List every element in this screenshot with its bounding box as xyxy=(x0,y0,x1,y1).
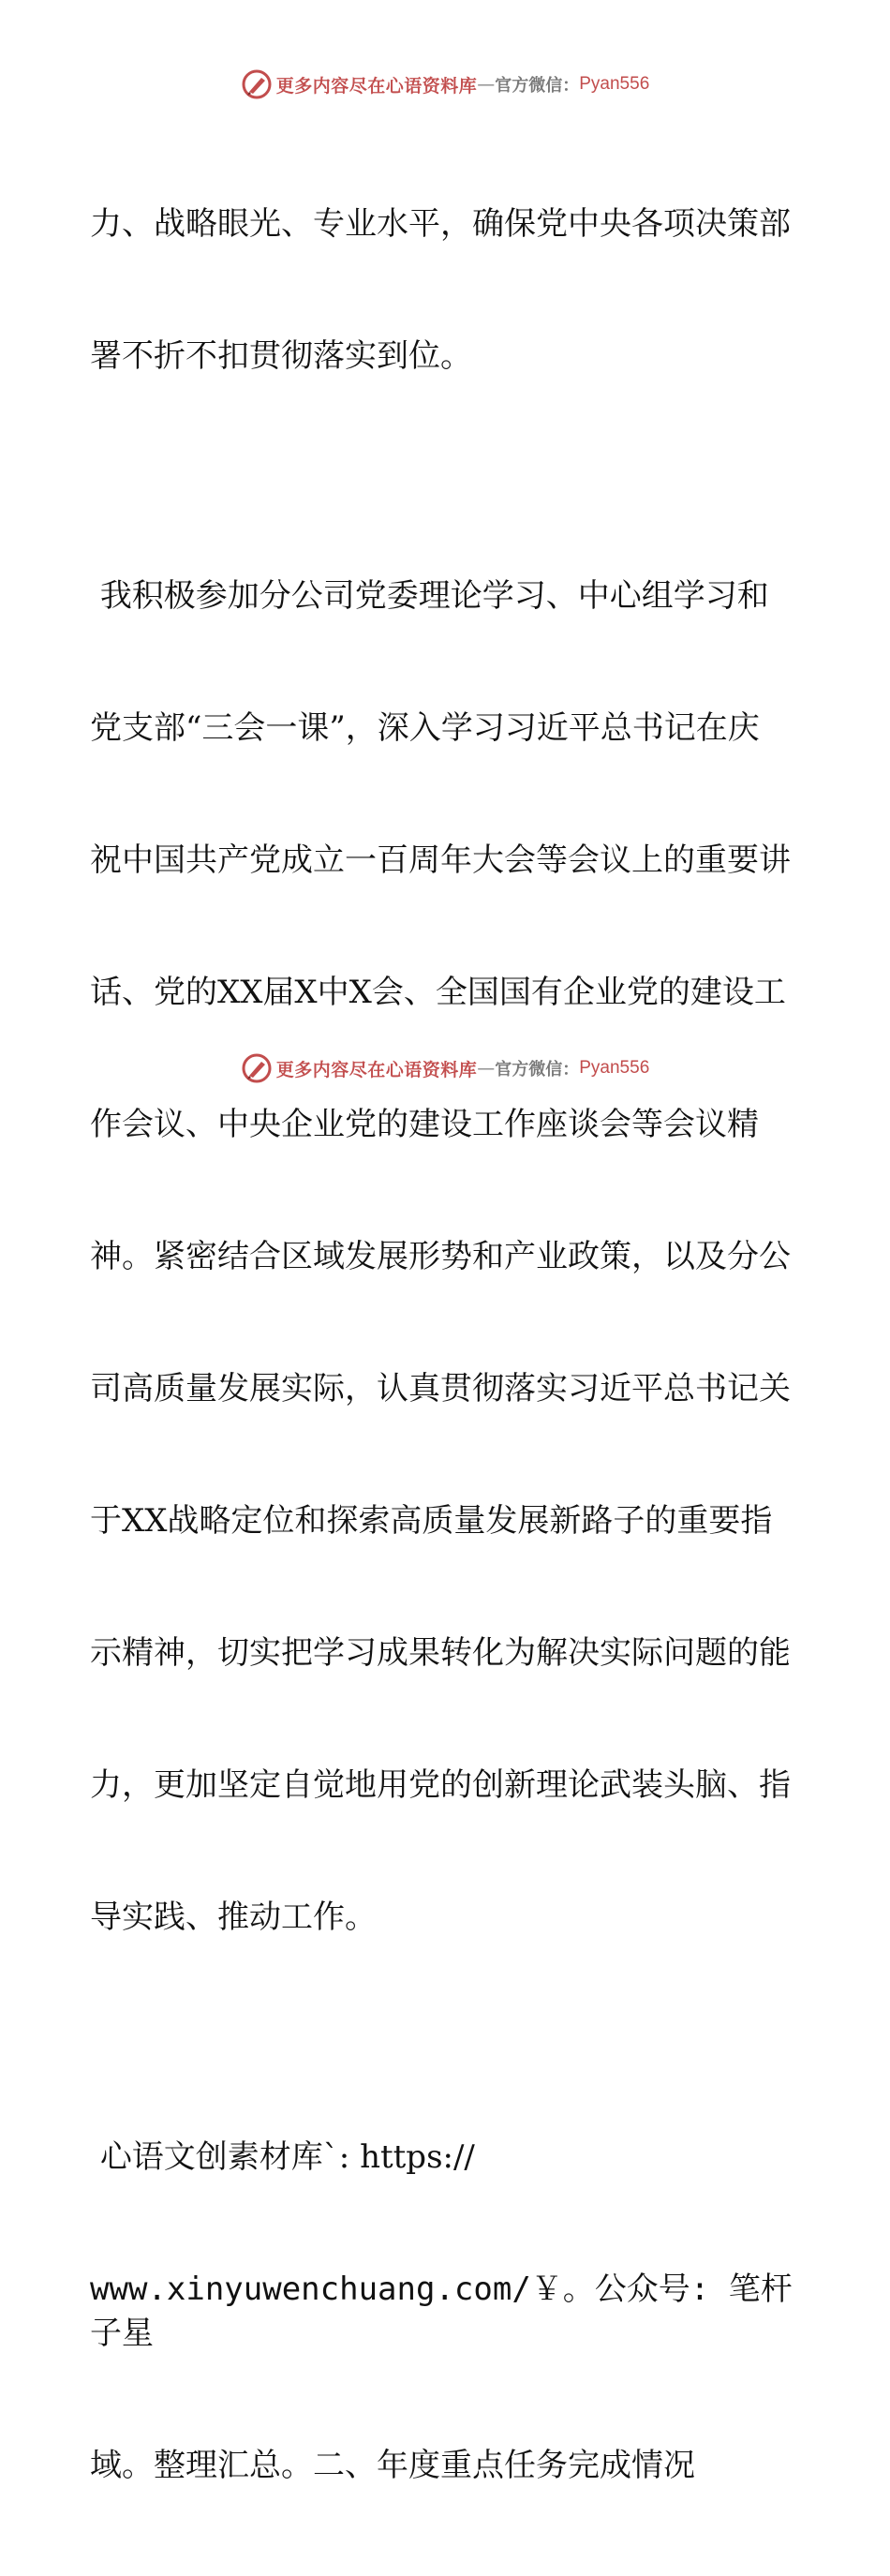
footer-watermark xyxy=(0,1050,890,1087)
text-line: 话、党的XX届X中X会、全国国有企业党的建设工 xyxy=(90,974,786,1011)
text-line: 我积极参加分公司党委理论学习、中心组学习和 xyxy=(90,577,769,615)
url-line[interactable]: www.xinyuwenchuang.com/￥。公众号: 笔杆子星 xyxy=(90,2271,793,2352)
watermark-text: 更多内容尽在心语资料库 xyxy=(275,1059,478,1080)
text-line: 党支部“三会一课”，深入学习习近平总书记在庆 xyxy=(90,709,760,747)
watermark-official-label: 官方微信： xyxy=(495,1060,580,1080)
body-text xyxy=(90,114,811,2576)
text-line: 导实践、推动工作。 xyxy=(90,1898,377,1936)
text-line: 署不折不扣贯彻落实到位。 xyxy=(90,337,472,375)
pen-logo-icon xyxy=(241,1052,273,1084)
paragraph-1 xyxy=(90,114,811,467)
text-line: 作会议、中央企业党的建设工作座谈会等会议精 xyxy=(90,1106,759,1143)
text-line: 心语文创素材库`: https:// xyxy=(90,2138,475,2176)
text-line: 力，更加坚定自觉地用党的创新理论武装头脑、指 xyxy=(90,1766,791,1804)
watermark-official-label: 官方微信： xyxy=(495,76,580,96)
text-line: 祝中国共产党成立一百周年大会等会议上的重要讲 xyxy=(90,841,791,879)
paragraph-3 xyxy=(90,2047,811,2576)
watermark-wechat-id: Pyan556 xyxy=(579,74,650,94)
watermark-dash: — xyxy=(477,74,496,95)
text-line: 示精神，切实把学习成果转化为解决实际问题的能 xyxy=(90,1634,791,1672)
text-line: 神。紧密结合区域发展形势和产业政策，以及分公 xyxy=(90,1238,791,1275)
text-line: 域。整理汇总。二、年度重点任务完成情况 xyxy=(90,2447,695,2484)
text-line: 司高质量发展实际，认真贯彻落实习近平总书记关 xyxy=(90,1370,791,1407)
watermark-dash: — xyxy=(477,1058,496,1079)
pen-logo-icon xyxy=(241,68,273,100)
text-line: 于XX战略定位和探索高质量发展新路子的重要指 xyxy=(90,1502,773,1540)
watermark-wechat-id: Pyan556 xyxy=(579,1058,650,1078)
watermark-text: 更多内容尽在心语资料库 xyxy=(275,75,478,97)
header-watermark xyxy=(0,66,890,103)
text-line: 力、战略眼光、专业水平，确保党中央各项决策部 xyxy=(90,205,791,243)
paragraph-2 xyxy=(90,486,811,2028)
